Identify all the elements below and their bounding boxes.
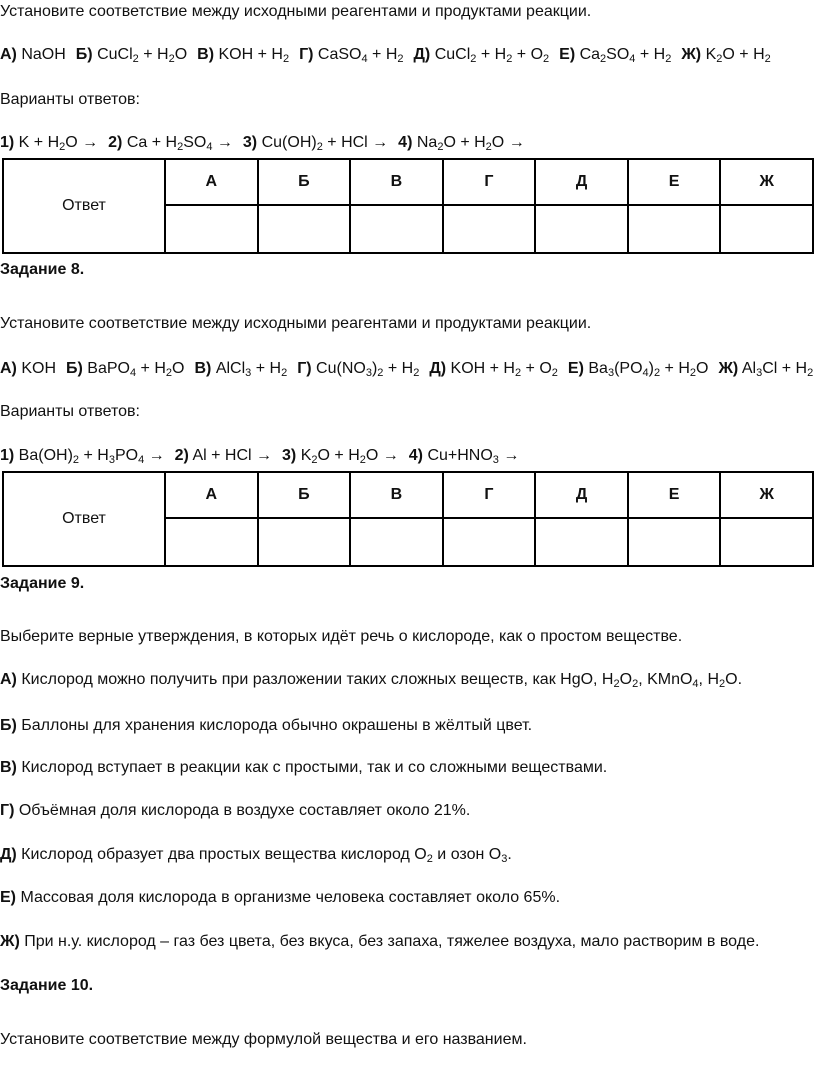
q8-answer-label: 4) xyxy=(408,447,423,464)
q9-statement-2 xyxy=(0,716,532,736)
answer-cell-3[interactable] xyxy=(350,205,443,253)
q7-items xyxy=(0,45,781,69)
answer-cell-6[interactable] xyxy=(628,518,721,566)
q7-item-label: Б) xyxy=(75,46,93,63)
column-header-5: Д xyxy=(535,472,628,518)
answer-cell-5[interactable] xyxy=(535,518,628,566)
q7-item-label: Ж) xyxy=(681,46,702,63)
q9-statement-1 xyxy=(0,670,742,694)
q9-statement-3 xyxy=(0,758,607,778)
q9-statement-text: Кислород образует два простых вещества кислород $O_2$ и озон $O_3$. xyxy=(16,846,512,865)
answer-cell-7[interactable] xyxy=(720,518,813,566)
q9-statement-label: Б) xyxy=(0,717,17,734)
q9-statement-7 xyxy=(0,932,759,952)
q8-item-1 xyxy=(0,360,56,377)
answer-cell-5[interactable] xyxy=(535,205,628,253)
q10-heading: Задание 10. xyxy=(0,977,94,994)
q9-statement-5 xyxy=(0,845,512,869)
q8-item-6 xyxy=(568,360,709,377)
q7-answer-label: 4) xyxy=(398,134,413,151)
q7-answer-formula: $K + H_2O$ → xyxy=(14,134,99,153)
q7-item-3 xyxy=(197,46,289,63)
q8-item-4 xyxy=(297,360,419,377)
q7-answer-label: 2) xyxy=(108,134,123,151)
q7-answer-formula: $Cu(OH)_2$ + HCl → xyxy=(257,134,389,153)
column-header-3: В xyxy=(350,159,443,205)
q9-statement-label: Г) xyxy=(0,802,15,819)
answer-cell-3[interactable] xyxy=(350,518,443,566)
q8-item-formula: $Ba_3(PO_4)_2 + H_2O$ xyxy=(583,360,709,379)
q8-item-label: Б) xyxy=(66,360,83,377)
q7-answer-formula: $Na_2O + H_2O$ → xyxy=(412,134,525,153)
q8-answer-table xyxy=(2,471,814,567)
q7-item-label: Д) xyxy=(413,46,431,63)
q7-intro: Установите соответствие между исходными реагентами и продуктами реакции. xyxy=(0,3,592,20)
q9-statement-label: Ж) xyxy=(0,933,20,950)
q8-answer-label: 3) xyxy=(282,447,297,464)
answer-cell-1[interactable] xyxy=(165,518,258,566)
q9-statement-label: Е) xyxy=(0,889,16,906)
column-header-7: Ж xyxy=(720,159,813,205)
q7-item-2 xyxy=(76,46,187,63)
q9-intro: Выберите верные утверждения, в которых идёт речь о кислороде, как о простом веществе. xyxy=(0,628,683,645)
answer-cell-2[interactable] xyxy=(258,205,351,253)
q8-answer-4 xyxy=(409,447,520,464)
q8-heading: Задание 8. xyxy=(0,261,85,278)
q7-answer-label: 3) xyxy=(242,134,258,151)
q7-variants-label: Варианты ответов: xyxy=(0,91,140,108)
q7-item-label: А) xyxy=(0,46,17,63)
q7-answer-table xyxy=(2,158,814,254)
q9-statement-label: В) xyxy=(0,759,17,776)
q8-variants-label: Варианты ответов: xyxy=(0,403,140,420)
q7-item-4 xyxy=(299,46,403,63)
q8-item-2 xyxy=(66,360,184,377)
q8-answer-formula: Al + HCl → xyxy=(188,447,273,464)
q10-intro: Установите соответствие между формулой вещества и его названием. xyxy=(0,1031,527,1048)
q7-item-formula: $K_2O + H_2$ xyxy=(701,46,771,65)
q8-answer-1 xyxy=(0,447,165,464)
q8-answer-label: 2) xyxy=(174,447,189,464)
q7-item-formula: NaOH xyxy=(16,46,66,63)
q9-statement-label: А) xyxy=(0,671,17,688)
q9-statement-text: Массовая доля кислорода в организме человека составляет около 65%. xyxy=(16,889,561,906)
q7-answer-label: 1) xyxy=(0,134,15,151)
q8-answer-formula: $K_2O + H_2O$ → xyxy=(296,447,399,466)
q7-answer-4 xyxy=(398,134,525,151)
q7-answers xyxy=(0,133,535,157)
q8-item-formula: BaPO$_4$ + $H_2O$ xyxy=(82,360,185,379)
q7-item-formula: KOH + $H_2$ xyxy=(214,46,290,65)
answer-cell-4[interactable] xyxy=(443,205,536,253)
column-header-5: Д xyxy=(535,159,628,205)
answer-cell-4[interactable] xyxy=(443,518,536,566)
q7-answer-formula: $Ca + H_2SO_4$ → xyxy=(122,134,233,153)
q8-item-3 xyxy=(194,360,287,377)
answer-row-label: Ответ xyxy=(3,472,165,566)
q7-answer-3 xyxy=(243,134,388,151)
q9-statement-text: Баллоны для хранения кислорода обычно окрашены в жёлтый цвет. xyxy=(16,717,533,734)
q8-intro: Установите соответствие между исходными реагентами и продуктами реакции. xyxy=(0,315,592,332)
column-header-7: Ж xyxy=(720,472,813,518)
q8-answer-3 xyxy=(282,447,399,464)
q9-statement-text: Кислород вступает в реакции как с простыми, так и со сложными веществами. xyxy=(16,759,608,776)
q9-statement-text: Объёмная доля кислорода в воздухе составляет около 21%. xyxy=(14,802,471,819)
q9-statement-6 xyxy=(0,888,560,908)
q7-item-formula: $Ca_2SO_4 + H_2$ xyxy=(575,46,672,65)
q8-item-label: Ж) xyxy=(718,360,739,377)
q9-heading: Задание 9. xyxy=(0,575,85,592)
q9-statement-text: При н.у. кислород – газ без цвета, без вкуса, без запаха, тяжелее воздуха, мало растворим в воде. xyxy=(19,933,760,950)
q8-item-label: Г) xyxy=(297,360,312,377)
q8-answer-formula: $Cu+HNO_3$ → xyxy=(423,447,520,466)
q8-item-formula: AlCl$_3$ + $H_2$ xyxy=(211,360,288,379)
column-header-3: В xyxy=(350,472,443,518)
answer-row-label: Ответ xyxy=(3,159,165,253)
q8-item-formula: KOH xyxy=(16,360,57,377)
q8-item-label: В) xyxy=(194,360,212,377)
answer-cell-7[interactable] xyxy=(720,205,813,253)
q7-item-label: В) xyxy=(197,46,215,63)
column-header-2: Б xyxy=(258,472,351,518)
q7-item-formula: CuCl$_2$ + $H_2 + O_2$ xyxy=(430,46,550,65)
q8-item-formula: $Cu(NO_3)_2 + H_2$ xyxy=(311,360,420,379)
q8-item-formula: $Al_3Cl + H_2$ xyxy=(738,360,814,379)
q8-item-5 xyxy=(429,360,558,377)
q7-item-7 xyxy=(681,46,770,63)
q9-statement-4 xyxy=(0,801,470,821)
column-header-1: А xyxy=(165,472,258,518)
q8-item-label: Д) xyxy=(429,360,447,377)
q7-item-1 xyxy=(0,46,66,63)
q7-item-formula: CuCl$_2$ + $H_2O$ xyxy=(92,46,188,65)
q8-answers xyxy=(0,446,529,470)
q7-item-label: Е) xyxy=(559,46,576,63)
column-header-6: Е xyxy=(628,159,721,205)
column-header-6: Е xyxy=(628,472,721,518)
q8-item-label: А) xyxy=(0,360,17,377)
q7-item-6 xyxy=(559,46,671,63)
q8-answer-2 xyxy=(175,447,272,464)
answer-cell-6[interactable] xyxy=(628,205,721,253)
q8-items xyxy=(0,359,816,383)
q8-item-label: Е) xyxy=(567,360,584,377)
q8-item-7 xyxy=(718,360,813,377)
q7-item-label: Г) xyxy=(299,46,314,63)
q9-statement-label: Д) xyxy=(0,846,17,863)
q8-answer-formula: $Ba(OH)_2 + H_3PO_4$ → xyxy=(14,447,165,466)
q9-statement-text: Кислород можно получить при разложении таких сложных веществ, как HgO, $H_2O_2$, KMnO$_4$, $H_2O$. xyxy=(16,671,743,690)
column-header-1: А xyxy=(165,159,258,205)
q7-item-formula: CaSO$_4$ + $H_2$ xyxy=(313,46,404,65)
answer-cell-2[interactable] xyxy=(258,518,351,566)
column-header-4: Г xyxy=(443,472,536,518)
q8-item-formula: KOH + $H_2 + O_2$ xyxy=(446,360,558,379)
answer-cell-1[interactable] xyxy=(165,205,258,253)
column-header-2: Б xyxy=(258,159,351,205)
q7-answer-2 xyxy=(108,134,233,151)
q7-item-5 xyxy=(414,46,550,63)
q7-answer-1 xyxy=(0,134,98,151)
column-header-4: Г xyxy=(443,159,536,205)
q8-answer-label: 1) xyxy=(0,447,15,464)
